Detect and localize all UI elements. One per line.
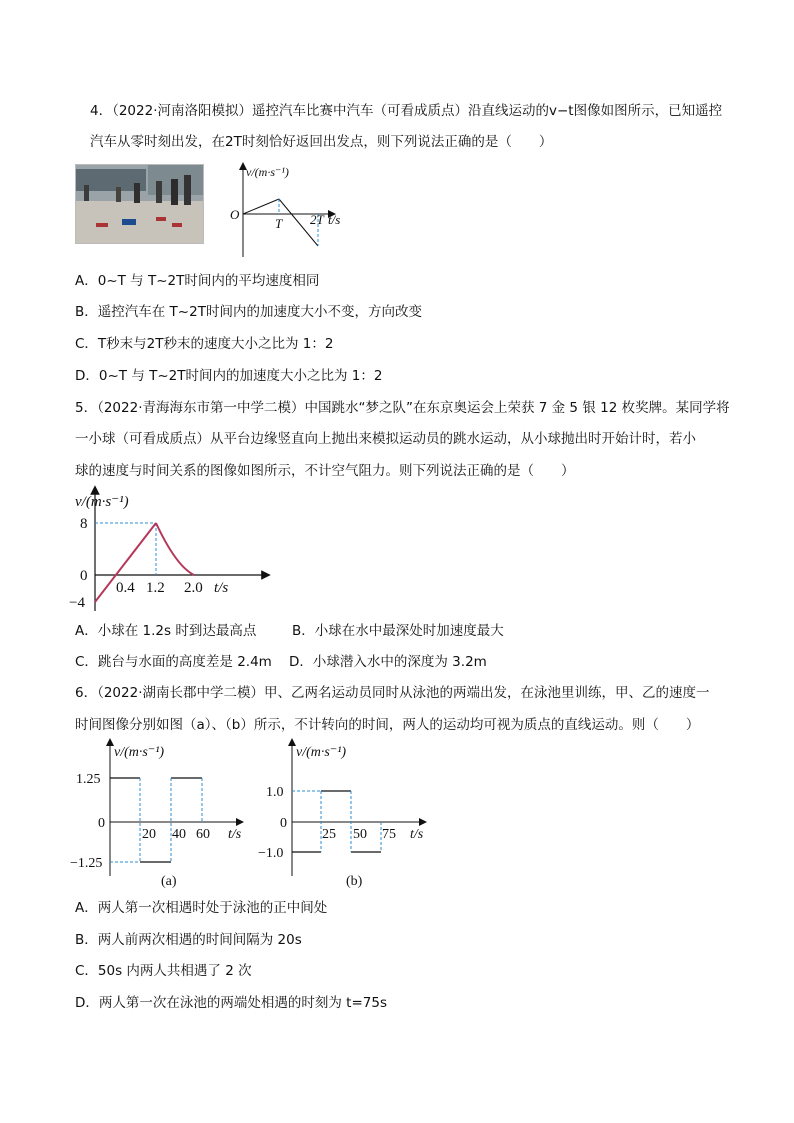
q4-option-c: C．T秒末与2T秒末的速度大小之比为 1：2 xyxy=(75,336,334,352)
q6b-graph-caption: (b) xyxy=(346,874,363,889)
q6b-graph-xtick-50: 50 xyxy=(353,827,367,842)
q4-stem-line1: 4．（2022·河南洛阳模拟）遥控汽车比赛中汽车（可看成质点）沿直线运动的v−t图像如图所示，已知遥控 xyxy=(90,103,723,119)
q6a-graph-ytick-pos: 1.25 xyxy=(76,772,101,787)
q5-option-d: D．小球潜入水中的深度为 3.2m xyxy=(289,654,487,670)
q5-graph-xtick-1.2: 1.2 xyxy=(146,580,165,596)
q5-graph-ytick-neg4: −4 xyxy=(69,595,85,611)
q6b-graph-xlabel: t/s xyxy=(410,827,424,842)
q6b-graph-xtick-25: 25 xyxy=(322,827,336,842)
q6b-graph-ylabel: v/(m·s⁻¹) xyxy=(296,745,347,760)
q4-graph-tick-2T: 2T xyxy=(310,212,324,227)
q6-option-b: B．两人前两次相遇的时间间隔为 20s xyxy=(75,932,302,948)
q5-graph-xtick-2.0: 2.0 xyxy=(184,580,203,596)
q6a-graph-xtick-40: 40 xyxy=(172,827,186,842)
q6b-graph-ytick-pos: 1.0 xyxy=(266,785,284,800)
q6a-graph-xtick-60: 60 xyxy=(196,827,210,842)
q5-option-b: B．小球在水中最深处时加速度最大 xyxy=(292,623,504,639)
q4-graph-tick-T: T xyxy=(275,216,283,231)
rc-car-race-photo xyxy=(75,164,204,244)
q5-graph-xtick-0.4: 0.4 xyxy=(116,580,135,596)
q4-vt-graph xyxy=(226,162,341,262)
q6-vt-graph-b xyxy=(258,738,438,888)
q5-graph-ytick-0: 0 xyxy=(80,568,88,584)
q5-graph-ylabel: v/(m·s⁻¹) xyxy=(75,494,129,510)
q6-option-c: C．50s 内两人共相遇了 2 次 xyxy=(75,963,252,979)
q5-stem-line3: 球的速度与时间关系的图像如图所示，不计空气阻力。则下列说法正确的是（ ） xyxy=(75,463,575,479)
q4-graph-xlabel: t/s xyxy=(328,212,341,227)
q5-vt-graph xyxy=(66,486,266,616)
q6-option-a: A．两人第一次相遇时处于泳池的正中间处 xyxy=(75,900,328,916)
q4-graph-origin: O xyxy=(230,207,240,222)
q6-stem-line1: 6．（2022·湖南长郡中学二模）甲、乙两名运动员同时从泳池的两端出发，在泳池里训练，甲、乙的速度一 xyxy=(75,685,710,701)
q4-option-b: B．遥控汽车在 T~2T时间内的加速度大小不变，方向改变 xyxy=(75,304,422,320)
q6b-graph-ytick-0: 0 xyxy=(280,816,287,831)
q6-option-d: D．两人第一次在泳池的两端处相遇的时刻为 t=75s xyxy=(75,995,388,1011)
q6a-graph-ytick-0: 0 xyxy=(98,816,105,831)
q6a-graph-caption: (a) xyxy=(161,874,177,889)
q5-option-a: A．小球在 1.2s 时到达最高点 xyxy=(75,623,257,639)
q4-option-a: A．0~T 与 T~2T时间内的平均速度相同 xyxy=(75,273,320,289)
q6a-graph-ylabel: v/(m·s⁻¹) xyxy=(114,745,165,760)
q5-graph-ytick-8: 8 xyxy=(80,516,88,532)
q5-stem-line2: 一小球（可看成质点）从平台边缘竖直向上抛出来模拟运动员的跳水运动，从小球抛出时开始计时，若小 xyxy=(75,431,696,447)
q6b-graph-xtick-75: 75 xyxy=(382,827,396,842)
q6b-graph-ytick-neg: −1.0 xyxy=(258,846,284,861)
q4-option-d: D．0~T 与 T~2T时间内的加速度大小之比为 1：2 xyxy=(75,368,383,384)
q6-vt-graph-a xyxy=(70,738,260,888)
q5-stem-line1: 5．（2022·青海海东市第一中学二模）中国跳水“梦之队”在东京奥运会上荣获 7 金 5 银 12 枚奖牌。某同学将 xyxy=(75,400,730,416)
q4-graph-ylabel: v/(m·s⁻¹) xyxy=(246,165,289,179)
q6-stem-line2: 时间图像分别如图（a）、（b）所示，不计转向的时间，两人的运动均可视为质点的直线运动。则（ ） xyxy=(75,717,700,733)
q6a-graph-ytick-neg: −1.25 xyxy=(70,856,103,871)
q5-option-c: C．跳台与水面的高度差是 2.4m xyxy=(75,654,272,670)
q6a-graph-xlabel: t/s xyxy=(228,827,242,842)
q6a-graph-xtick-20: 20 xyxy=(142,827,156,842)
q5-graph-xlabel: t/s xyxy=(214,580,229,596)
q4-stem-line2: 汽车从零时刻出发，在2T时刻恰好返回出发点，则下列说法正确的是（ ） xyxy=(90,134,553,150)
